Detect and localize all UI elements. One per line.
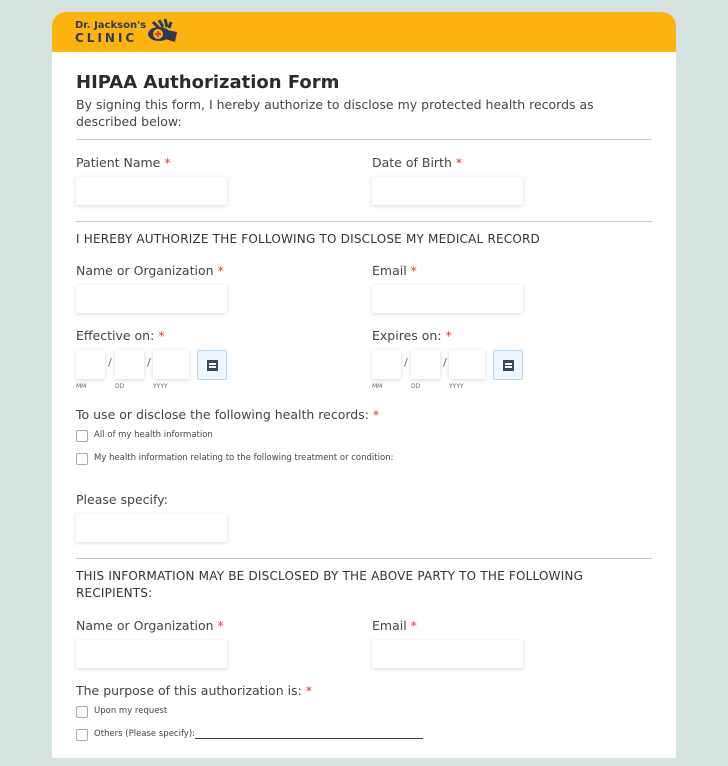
effective-calendar-button[interactable] <box>197 350 227 380</box>
expires-year-input[interactable] <box>449 350 485 379</box>
mm-hint: MM <box>76 383 87 390</box>
section-authorize-heading: I HEREBY AUTHORIZE THE FOLLOWING TO DISCLOSE MY MEDICAL RECORD <box>76 232 540 246</box>
yyyy-hint: YYYY <box>153 383 168 390</box>
header-bar <box>52 12 676 52</box>
recipient-name-input[interactable] <box>76 640 227 668</box>
eye-hand-icon <box>145 18 179 44</box>
expires-label: Expires on: * <box>372 328 452 343</box>
patient-name-label: Patient Name * <box>76 155 171 170</box>
form-title: HIPAA Authorization Form <box>76 72 340 93</box>
dd-hint: DD <box>115 383 125 390</box>
calendar-icon <box>207 360 218 371</box>
patient-name-input[interactable] <box>76 177 227 205</box>
name-org-label: Name or Organization * <box>76 263 224 278</box>
recipient-email-label: Email * <box>372 618 417 633</box>
checkbox-label: Upon my request <box>94 706 168 716</box>
effective-year-input[interactable] <box>153 350 189 379</box>
records-label: To use or disclose the following health records: * <box>76 407 380 422</box>
checkbox-upon-request[interactable] <box>76 706 88 718</box>
dob-input[interactable] <box>372 177 523 205</box>
checkbox-all-info[interactable] <box>76 430 88 442</box>
logo-line2: CLINIC <box>75 31 138 45</box>
divider <box>76 558 652 559</box>
expires-calendar-button[interactable] <box>493 350 523 380</box>
effective-day-input[interactable] <box>115 350 144 379</box>
checkbox-label: Others (Please specify): <box>94 729 423 739</box>
specify-label: Please specify: <box>76 492 168 507</box>
date-separator: / <box>443 356 447 369</box>
effective-month-input[interactable] <box>76 350 105 379</box>
effective-label: Effective on: * <box>76 328 165 343</box>
form-card <box>52 12 676 758</box>
logo-line1: Dr. Jackson's <box>75 20 147 31</box>
form-description: By signing this form, I hereby authorize to disclose my protected health records as described below: <box>76 97 594 129</box>
calendar-icon <box>503 360 514 371</box>
checkbox-label: All of my health information <box>94 430 213 440</box>
date-separator: / <box>404 356 408 369</box>
recipient-email-input[interactable] <box>372 640 523 668</box>
expires-month-input[interactable] <box>372 350 401 379</box>
expires-day-input[interactable] <box>411 350 440 379</box>
dob-label: Date of Birth * <box>372 155 463 170</box>
recipient-name-label: Name or Organization * <box>76 618 224 633</box>
checkbox-others[interactable] <box>76 729 88 741</box>
date-separator: / <box>147 356 151 369</box>
email-input[interactable] <box>372 285 523 313</box>
yyyy-hint: YYYY <box>449 383 464 390</box>
mm-hint: MM <box>372 383 383 390</box>
checkbox-label: My health information relating to the following treatment or condition: <box>94 453 394 463</box>
clinic-logo <box>75 19 146 45</box>
divider <box>76 139 652 140</box>
specify-underline <box>195 738 423 739</box>
dd-hint: DD <box>411 383 421 390</box>
name-org-input[interactable] <box>76 285 227 313</box>
divider <box>76 221 652 222</box>
purpose-label: The purpose of this authorization is: * <box>76 683 313 698</box>
section-recipients-heading: THIS INFORMATION MAY BE DISCLOSED BY THE ABOVE PARTY TO THE FOLLOWING RECIPIENTS: <box>76 569 584 600</box>
email-label: Email * <box>372 263 417 278</box>
specify-input[interactable] <box>76 514 227 542</box>
date-separator: / <box>108 356 112 369</box>
checkbox-treatment-info[interactable] <box>76 453 88 465</box>
